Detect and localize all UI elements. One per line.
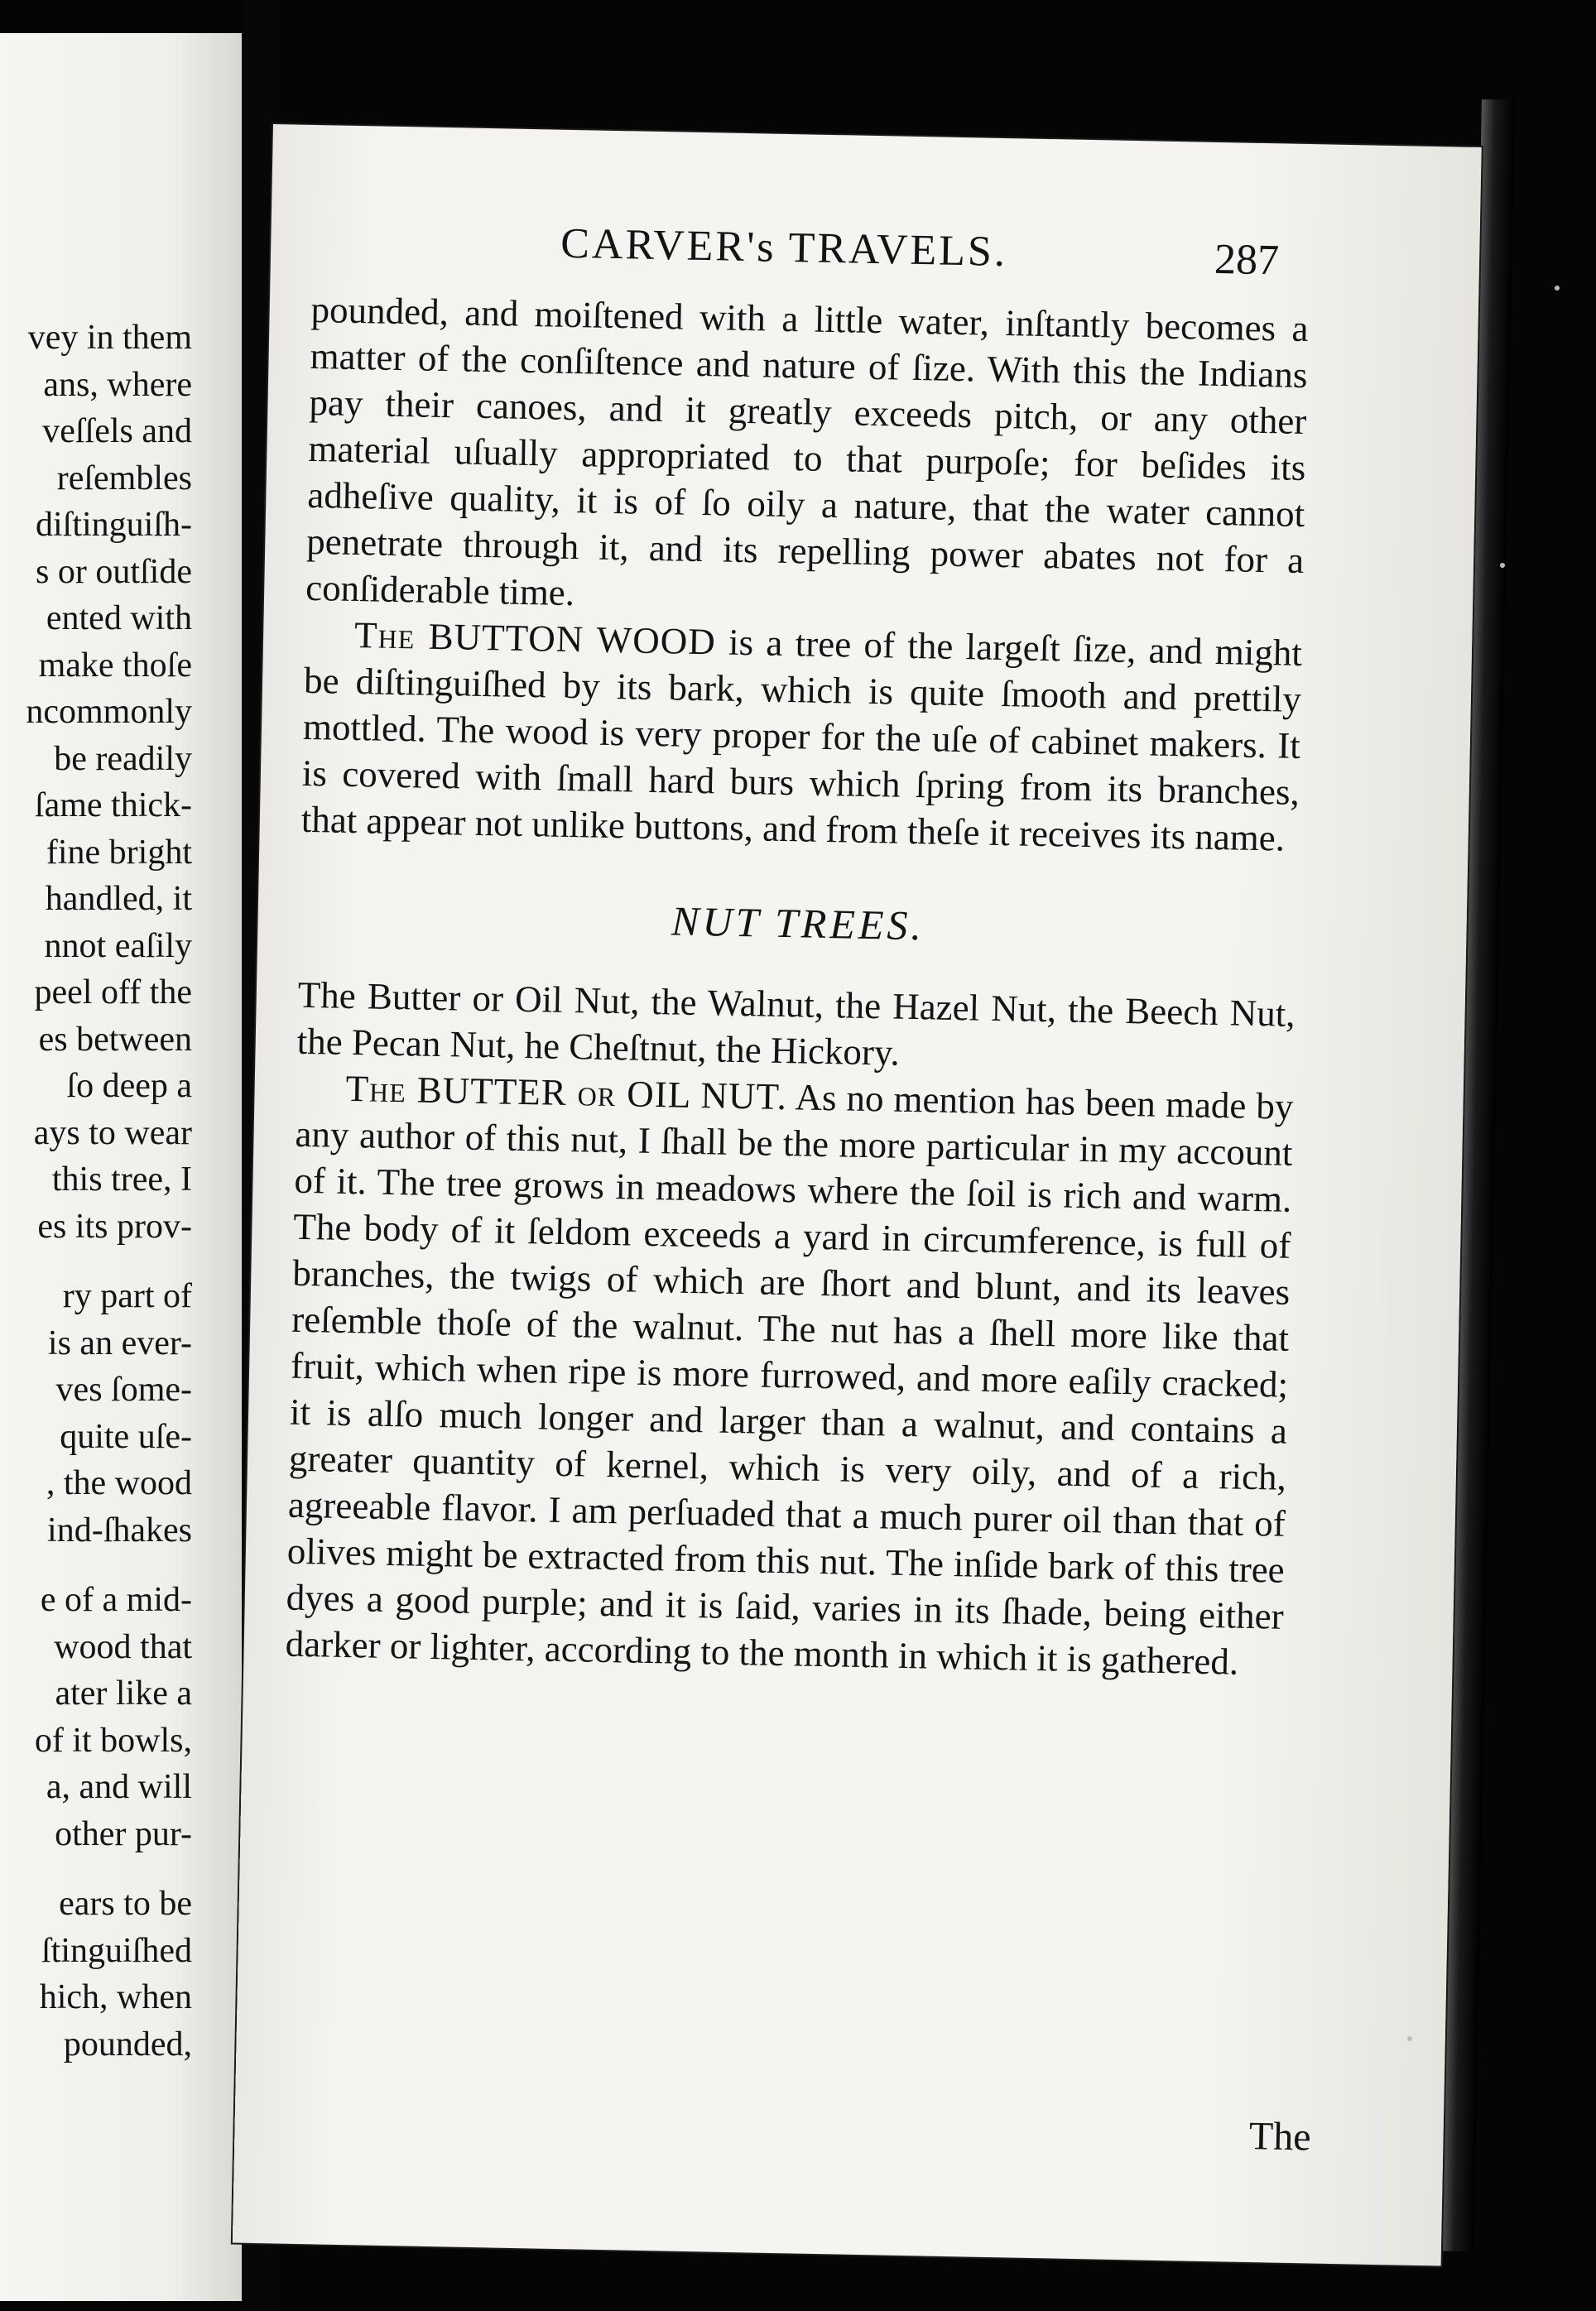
left-page-line: ater like a xyxy=(55,1674,192,1713)
left-page-line: e of a mid- xyxy=(40,1581,192,1619)
left-page-line: of it bowls, xyxy=(34,1721,192,1760)
left-page-line: ncommonly xyxy=(26,693,192,731)
left-page-line: quite uſe- xyxy=(60,1417,192,1456)
left-page-line: make thoſe xyxy=(38,646,192,685)
section-heading: NUT TREES. xyxy=(671,897,925,949)
page-number: 287 xyxy=(1214,235,1280,285)
left-page-line: veſſels and xyxy=(42,412,192,450)
left-page-text-column xyxy=(26,315,192,2068)
paragraph-text: is a tree of the largeſt ſize, and might be diſtinguiſhed by its bark, which is quite ſmooth and prettily mottled. The wood is very proper for the uſe of cabinet makers. It is covered with ſmall hard burs which ſpring from its branches, that appear not unlike buttons, and from theſe it receives its name. xyxy=(300,621,1303,859)
page-body xyxy=(285,286,1309,1686)
left-page-line: wood that xyxy=(54,1627,192,1666)
left-page-line: ves ſome- xyxy=(55,1371,192,1409)
left-page-line: vey in them xyxy=(27,319,192,357)
dust-speck xyxy=(1555,286,1560,291)
paragraph-lead: The BUTTON WOOD xyxy=(353,614,717,663)
left-page-line: this tree, I xyxy=(51,1160,192,1199)
paragraph-continued: pounded, and moiſtened with a little water, inſtantly becomes a matter of the conſiſtence and nature of ſize. With this the Indians pay their canoes, and it greatly exceeds pitch, or any other material uſually appropriated to that purpoſe; for beſides its adheſive quality, it is of ſo oily a nature, that the water cannot penetrate through it, and its repelling power abates not for a conſiderable time. xyxy=(305,288,1309,614)
left-page-line: ented with xyxy=(46,599,192,637)
left-page-line: reſembles xyxy=(56,459,192,497)
left-page-line: ays to wear xyxy=(33,1113,192,1152)
left-page-line: nnot eaſily xyxy=(44,926,192,965)
left-page-line: a, and will xyxy=(46,1768,192,1806)
dust-speck xyxy=(1500,563,1505,568)
running-head: CARVER's TRAVELS. xyxy=(560,219,1008,276)
left-page-line: hich, when xyxy=(39,1978,192,2016)
left-page-line: be readily xyxy=(54,739,192,778)
left-page-line: handled, it xyxy=(45,880,192,918)
left-page-line: ears to be xyxy=(59,1885,192,1923)
left-page-line: diſtinguiſh- xyxy=(36,506,192,544)
left-page-line: es its prov- xyxy=(37,1207,192,1246)
left-page-line: is an ever- xyxy=(47,1324,192,1362)
left-page-line: ry part of xyxy=(62,1277,192,1315)
paragraph-nut-list: The Butter or Oil Nut, the Walnut, the Hazel Nut, the Beech Nut, the Pecan Nut, he Cheſtnut, the Hickory. xyxy=(296,973,1296,1074)
left-page-line: s or outſide xyxy=(36,552,192,591)
catchword: The xyxy=(1248,2114,1312,2160)
paragraph-lead: The BUTTER or OIL NUT. xyxy=(345,1067,788,1118)
left-page-line: es between xyxy=(38,1020,192,1059)
right-page xyxy=(233,124,1482,2266)
left-page-line: ſo deep a xyxy=(66,1067,192,1105)
left-page-line: , the wood xyxy=(46,1464,192,1502)
left-page-line xyxy=(26,1857,192,1881)
left-page-line: peel off the xyxy=(34,973,192,1011)
left-page-line xyxy=(26,1554,192,1577)
left-page-line: pounded, xyxy=(63,2025,192,2064)
left-page-line: ſame thick- xyxy=(34,786,192,824)
left-page-line: ans, where xyxy=(43,365,192,404)
dust-speck xyxy=(1407,2036,1412,2041)
left-page-line xyxy=(26,1250,192,1273)
paragraph-text: As no mention has been made by any author of this nut, I ſhall be the more particular in my account of it. The tree grows in meadows where the ſoil is rich and warm. The body of it ſeldom exceeds a yard in circumference, is full of branches, the twigs of which are ſhort and blunt, and its leaves reſemble thoſe of the walnut. The nut has a ſhell more like that fruit, which when ripe is more furrowed, and more eaſily cracked; it is alſo much longer and larger than a walnut, and contains a greater quantity of kernel, which is very oily, and of a rich, agreeable flavor. I am perſuaded that a much purer oil than that of olives might be extracted from this nut. The inſide bark of this tree dyes a good purple; and it is ſaid, varies in its ſhade, being either darker or lighter, according to the month in which it is gathered. xyxy=(285,1076,1294,1683)
left-page-line: ind-ſhakes xyxy=(47,1511,192,1549)
left-page-line: ſtinguiſhed xyxy=(41,1931,192,1970)
left-page-line: fine bright xyxy=(46,833,192,872)
paragraph-butter-nut xyxy=(285,1064,1294,1686)
left-page-fragment xyxy=(0,33,242,2301)
paragraph-button-wood xyxy=(300,611,1302,862)
left-page-line: other pur- xyxy=(55,1814,192,1853)
